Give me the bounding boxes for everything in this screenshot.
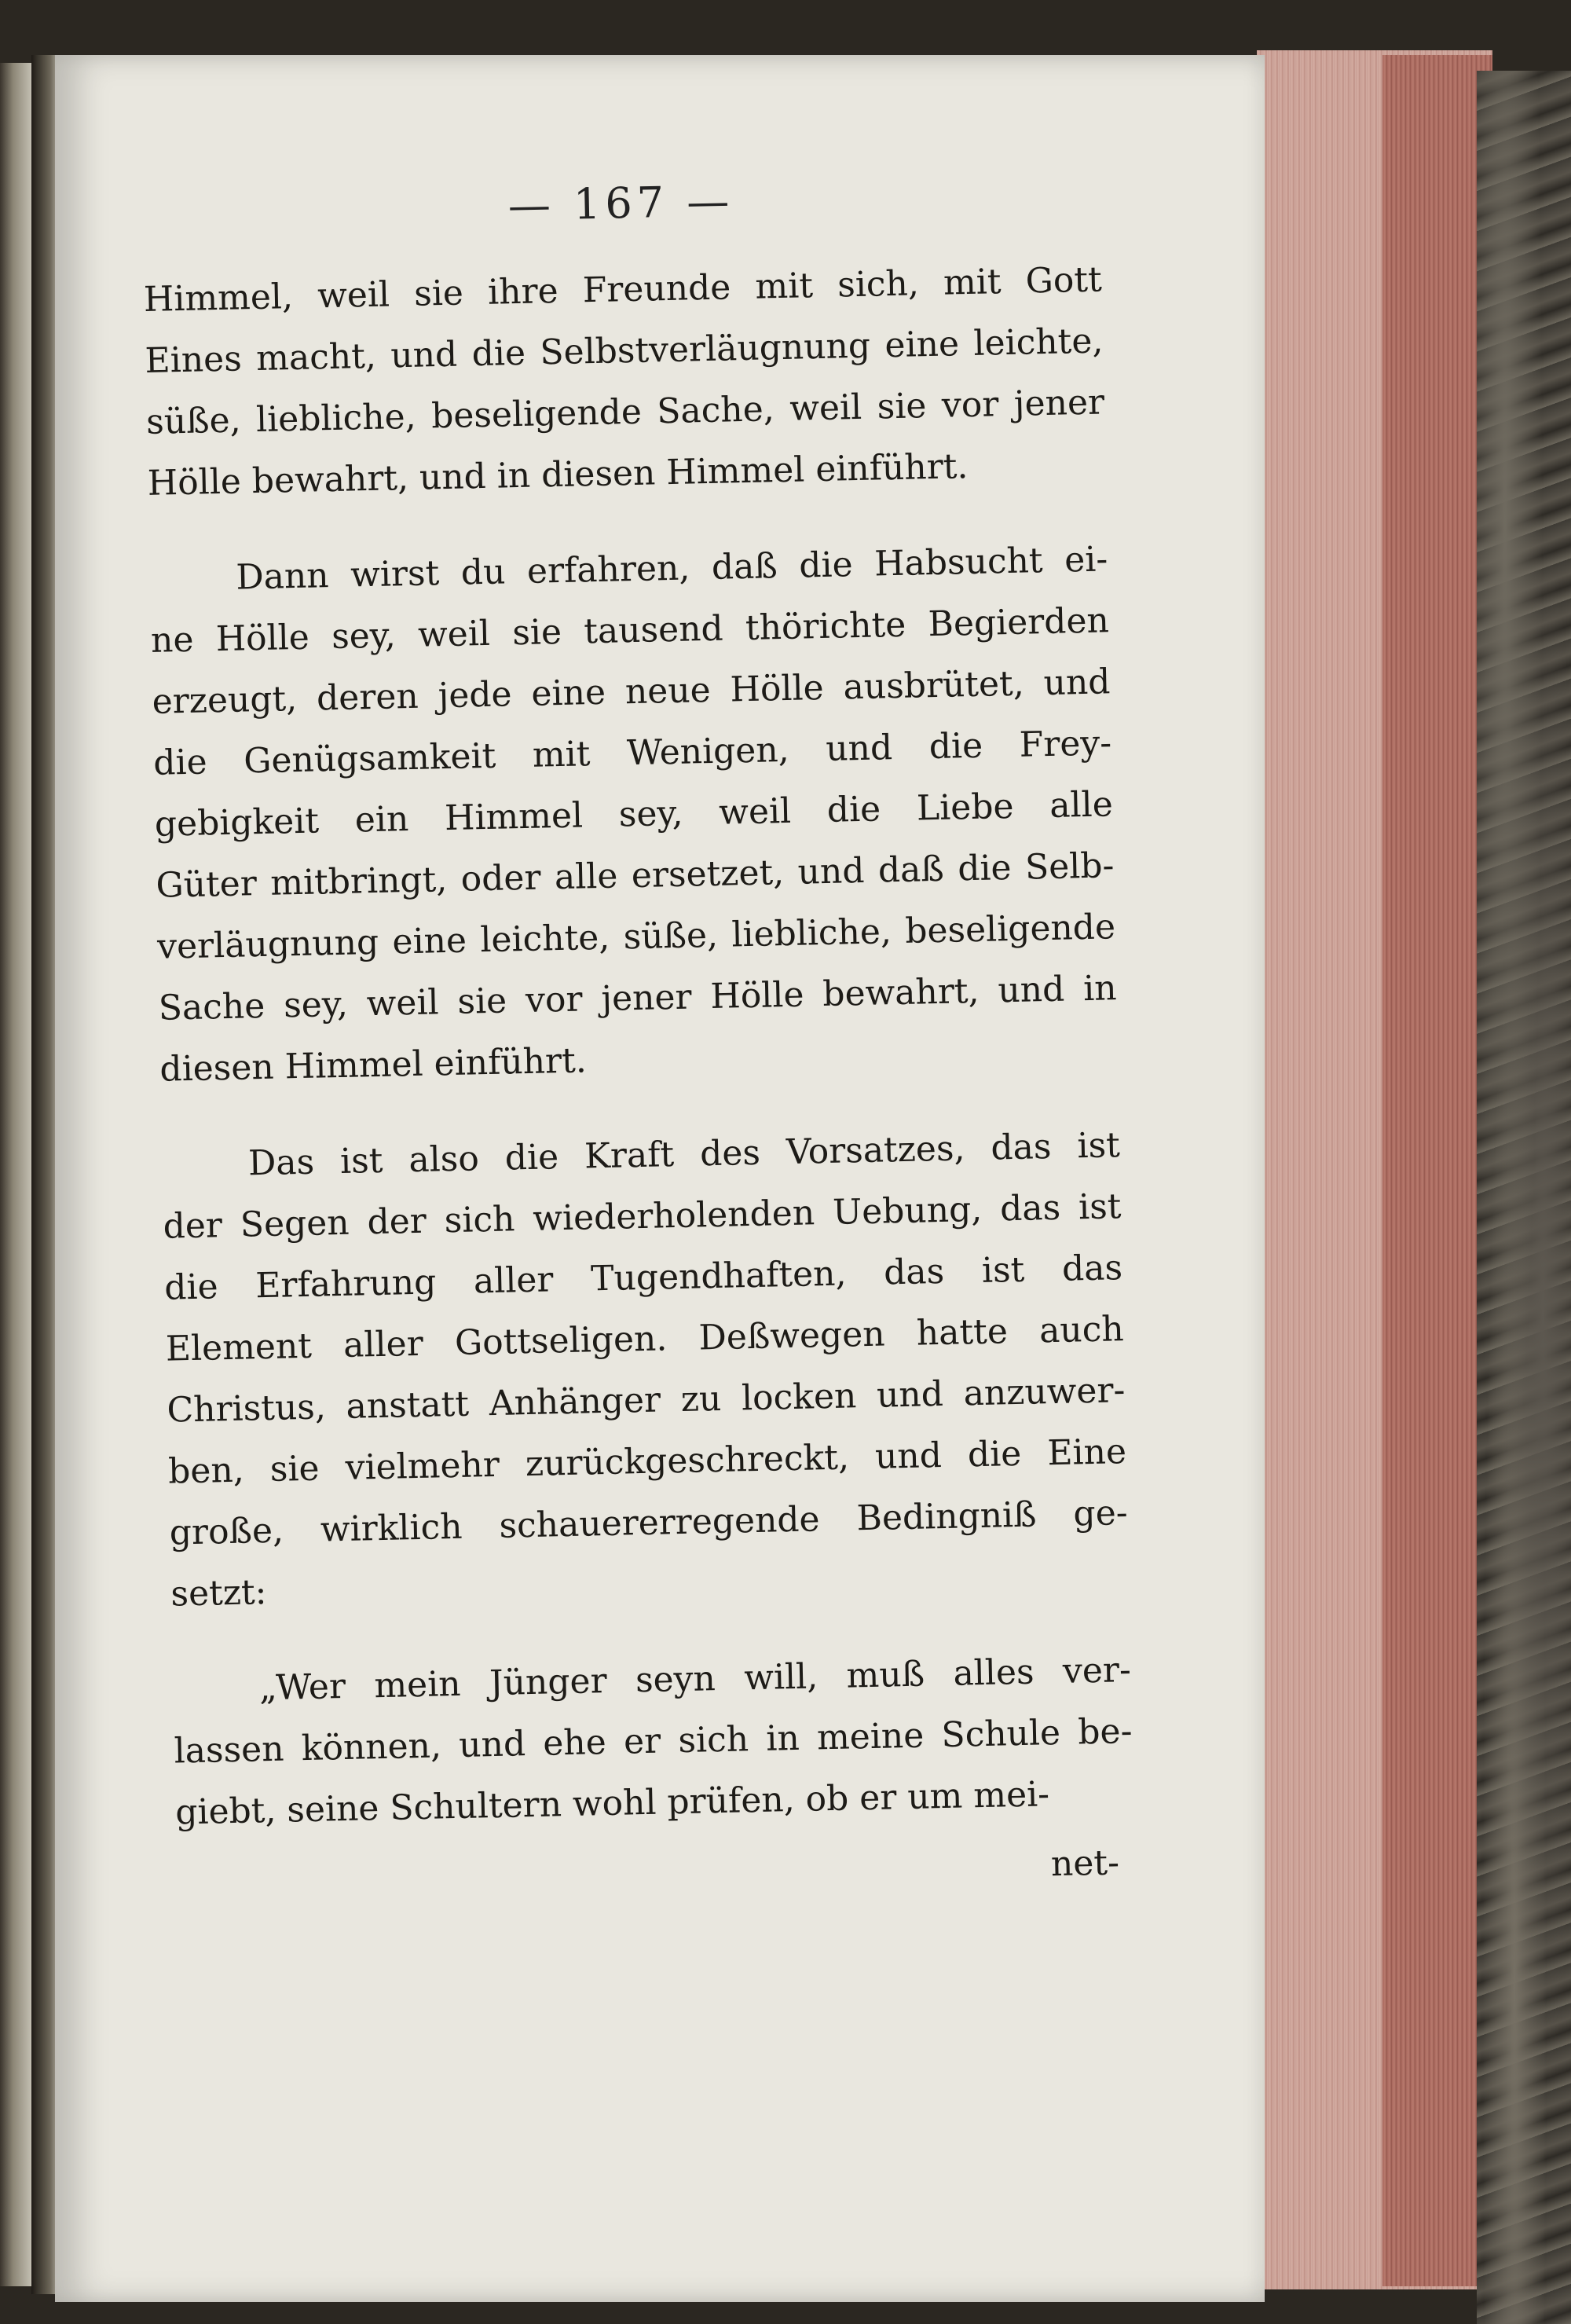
text-line: gebigkeit ein Himmel sey, weil die Liebe alle [154, 784, 1114, 845]
paragraph [172, 1640, 1134, 1843]
text-line: die Erfahrung aller Tugendhaften, das ist das [163, 1248, 1123, 1308]
text-line: große, wirklich schauererregende Bedingniß ge- [169, 1493, 1129, 1553]
text-line: süße, liebliche, beseligende Sache, weil sie vor jener [145, 382, 1105, 442]
paragraphs [143, 249, 1134, 1843]
text-line: erzeugt, deren jede eine neue Hölle ausbrütet, und [152, 662, 1111, 722]
text-line: Dann wirst du erfahren, daß die Habsucht ei- [235, 539, 1108, 598]
text-line: die Genügsamkeit mit Wenigen, und die Frey- [152, 723, 1112, 783]
text-line: Hölle bewahrt, und in diesen Himmel einführt. [147, 446, 969, 504]
text-line: Himmel, weil sie ihre Freunde mit sich, mit Gott [143, 259, 1103, 320]
text-line: diesen Himmel einführt. [159, 1040, 588, 1090]
paragraph [149, 529, 1119, 1100]
text-line: ne Hölle sey, weil sie tausend thörichte Begierden [150, 600, 1110, 661]
text-line: Christus, anstatt Anhänger zu locken und anzuwer- [167, 1370, 1126, 1431]
text-line: ben, sie vielmehr zurückgeschreckt, und die Eine [167, 1431, 1127, 1492]
text-line: „Wer mein Jünger seyn will, muß alles ver- [258, 1650, 1132, 1709]
text-line: lassen können, und ehe er sich in meine Schule be- [174, 1711, 1133, 1772]
marbled-cover [1477, 71, 1571, 2324]
text-line: giebt, seine Schultern wohl prüfen, ob er um mei- [174, 1774, 1050, 1833]
text-line: Das ist also die Kraft des Vorsatzes, das ist [247, 1125, 1121, 1184]
text-line: Eines macht, und die Selbstverläugnung eine leichte, [145, 321, 1104, 381]
text-line: Sache sey, weil sie vor jener Hölle bewahrt, und in [158, 968, 1118, 1028]
paragraph [161, 1115, 1130, 1625]
catchword: net- [1050, 1842, 1120, 1885]
text-line: Güter mitbringt, oder alle ersetzet, und daß die Selb- [156, 845, 1115, 906]
page-fore-edge-red [1382, 55, 1492, 2286]
text-line: der Segen der sich wiederholenden Uebung, das ist [163, 1186, 1122, 1247]
text-block [141, 168, 1135, 1902]
text-line: verläugnung eine leichte, süße, liebliche, beseligende [156, 907, 1116, 967]
paragraph [143, 249, 1106, 514]
text-line: Element aller Gottseligen. Deßwegen hatte auch [165, 1309, 1125, 1369]
page-number: — 167 — [507, 176, 734, 231]
text-line: setzt: [170, 1572, 267, 1615]
